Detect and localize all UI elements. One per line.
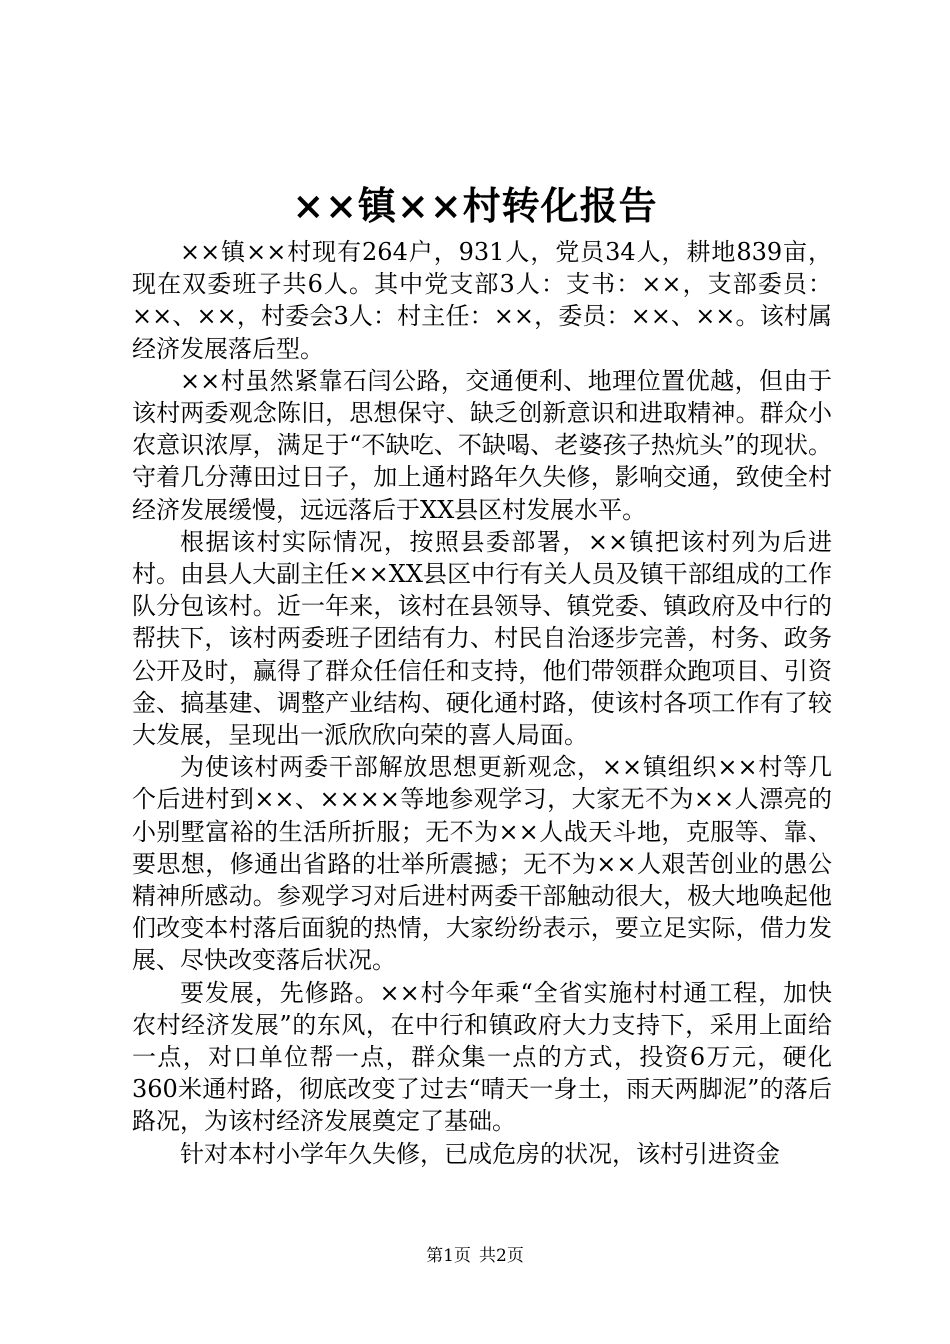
document-body [132, 236, 832, 1170]
paragraph-6: 针对本村小学年久失修，已成危房的状况，该村引进资金 [180, 1139, 780, 1168]
page-total: 共2页 [479, 1246, 524, 1266]
paragraph-5: 要发展，先修路。××村今年乘“全省实施村村通工程，加快农村经济发展”的东风，在中行和镇政府大力支持下，采用上面给一点，对口单位帮一点，群众集一点的方式，投资6万元，硬化360米通村路，彻底改变了过去“晴天一身土，雨天两脚泥”的落后路况，为该村经济发展奠定了基础。 [132, 978, 832, 1136]
paragraph-4: 为使该村两委干部解放思想更新观念，××镇组织××村等几个后进村到××、××××等地参观学习，大家无不为××人漂亮的小别墅富裕的生活所折服；无不为××人战天斗地，克服等、靠、要思想，修通出省路的壮举所震撼；无不为××人艰苦创业的愚公精神所感动。参观学习对后进村两委干部触动很大，极大地唤起他们改变本村落后面貌的热情，大家纷纷表示，要立足实际，借力发展、尽快改变落后状况。 [132, 753, 832, 975]
page-number: 第1页 [426, 1246, 471, 1266]
paragraph-3: 根据该村实际情况，按照县委部署，××镇把该村列为后进村。由县人大副主任××XX县区中行有关人员及镇干部组成的工作队分包该村。近一年来，该村在县领导、镇党委、镇政府及中行的帮扶下，该村两委班子团结有力、村民自治逐步完善，村务、政务公开及时，赢得了群众任信任和支持，他们带领群众跑项目、引资金、搞基建、调整产业结构、硬化通村路，使该村各项工作有了较大发展，呈现出一派欣欣向荣的喜人局面。 [132, 527, 832, 750]
page-footer [0, 1244, 950, 1268]
document-title: ××镇××村转化报告 [292, 183, 658, 228]
paragraph-1: ××镇××村现有264户，931人，党员34人，耕地839亩，现在双委班子共6人。其中党支部3人：支书：××，支部委员：××、××，村委会3人：村主任：××，委员：××、××。该村属经济发展落后型。 [132, 238, 832, 363]
paragraph-2: ××村虽然紧靠石闫公路，交通便利、地理位置优越，但由于该村两委观念陈旧，思想保守、缺乏创新意识和进取精神。群众小农意识浓厚，满足于“不缺吃、不缺喝、老婆孩子热炕头”的现状。守着几分薄田过日子，加上通村路年久失修，影响交通，致使全村经济发展缓慢，远远落后于XX县区村发展水平。 [132, 366, 832, 524]
